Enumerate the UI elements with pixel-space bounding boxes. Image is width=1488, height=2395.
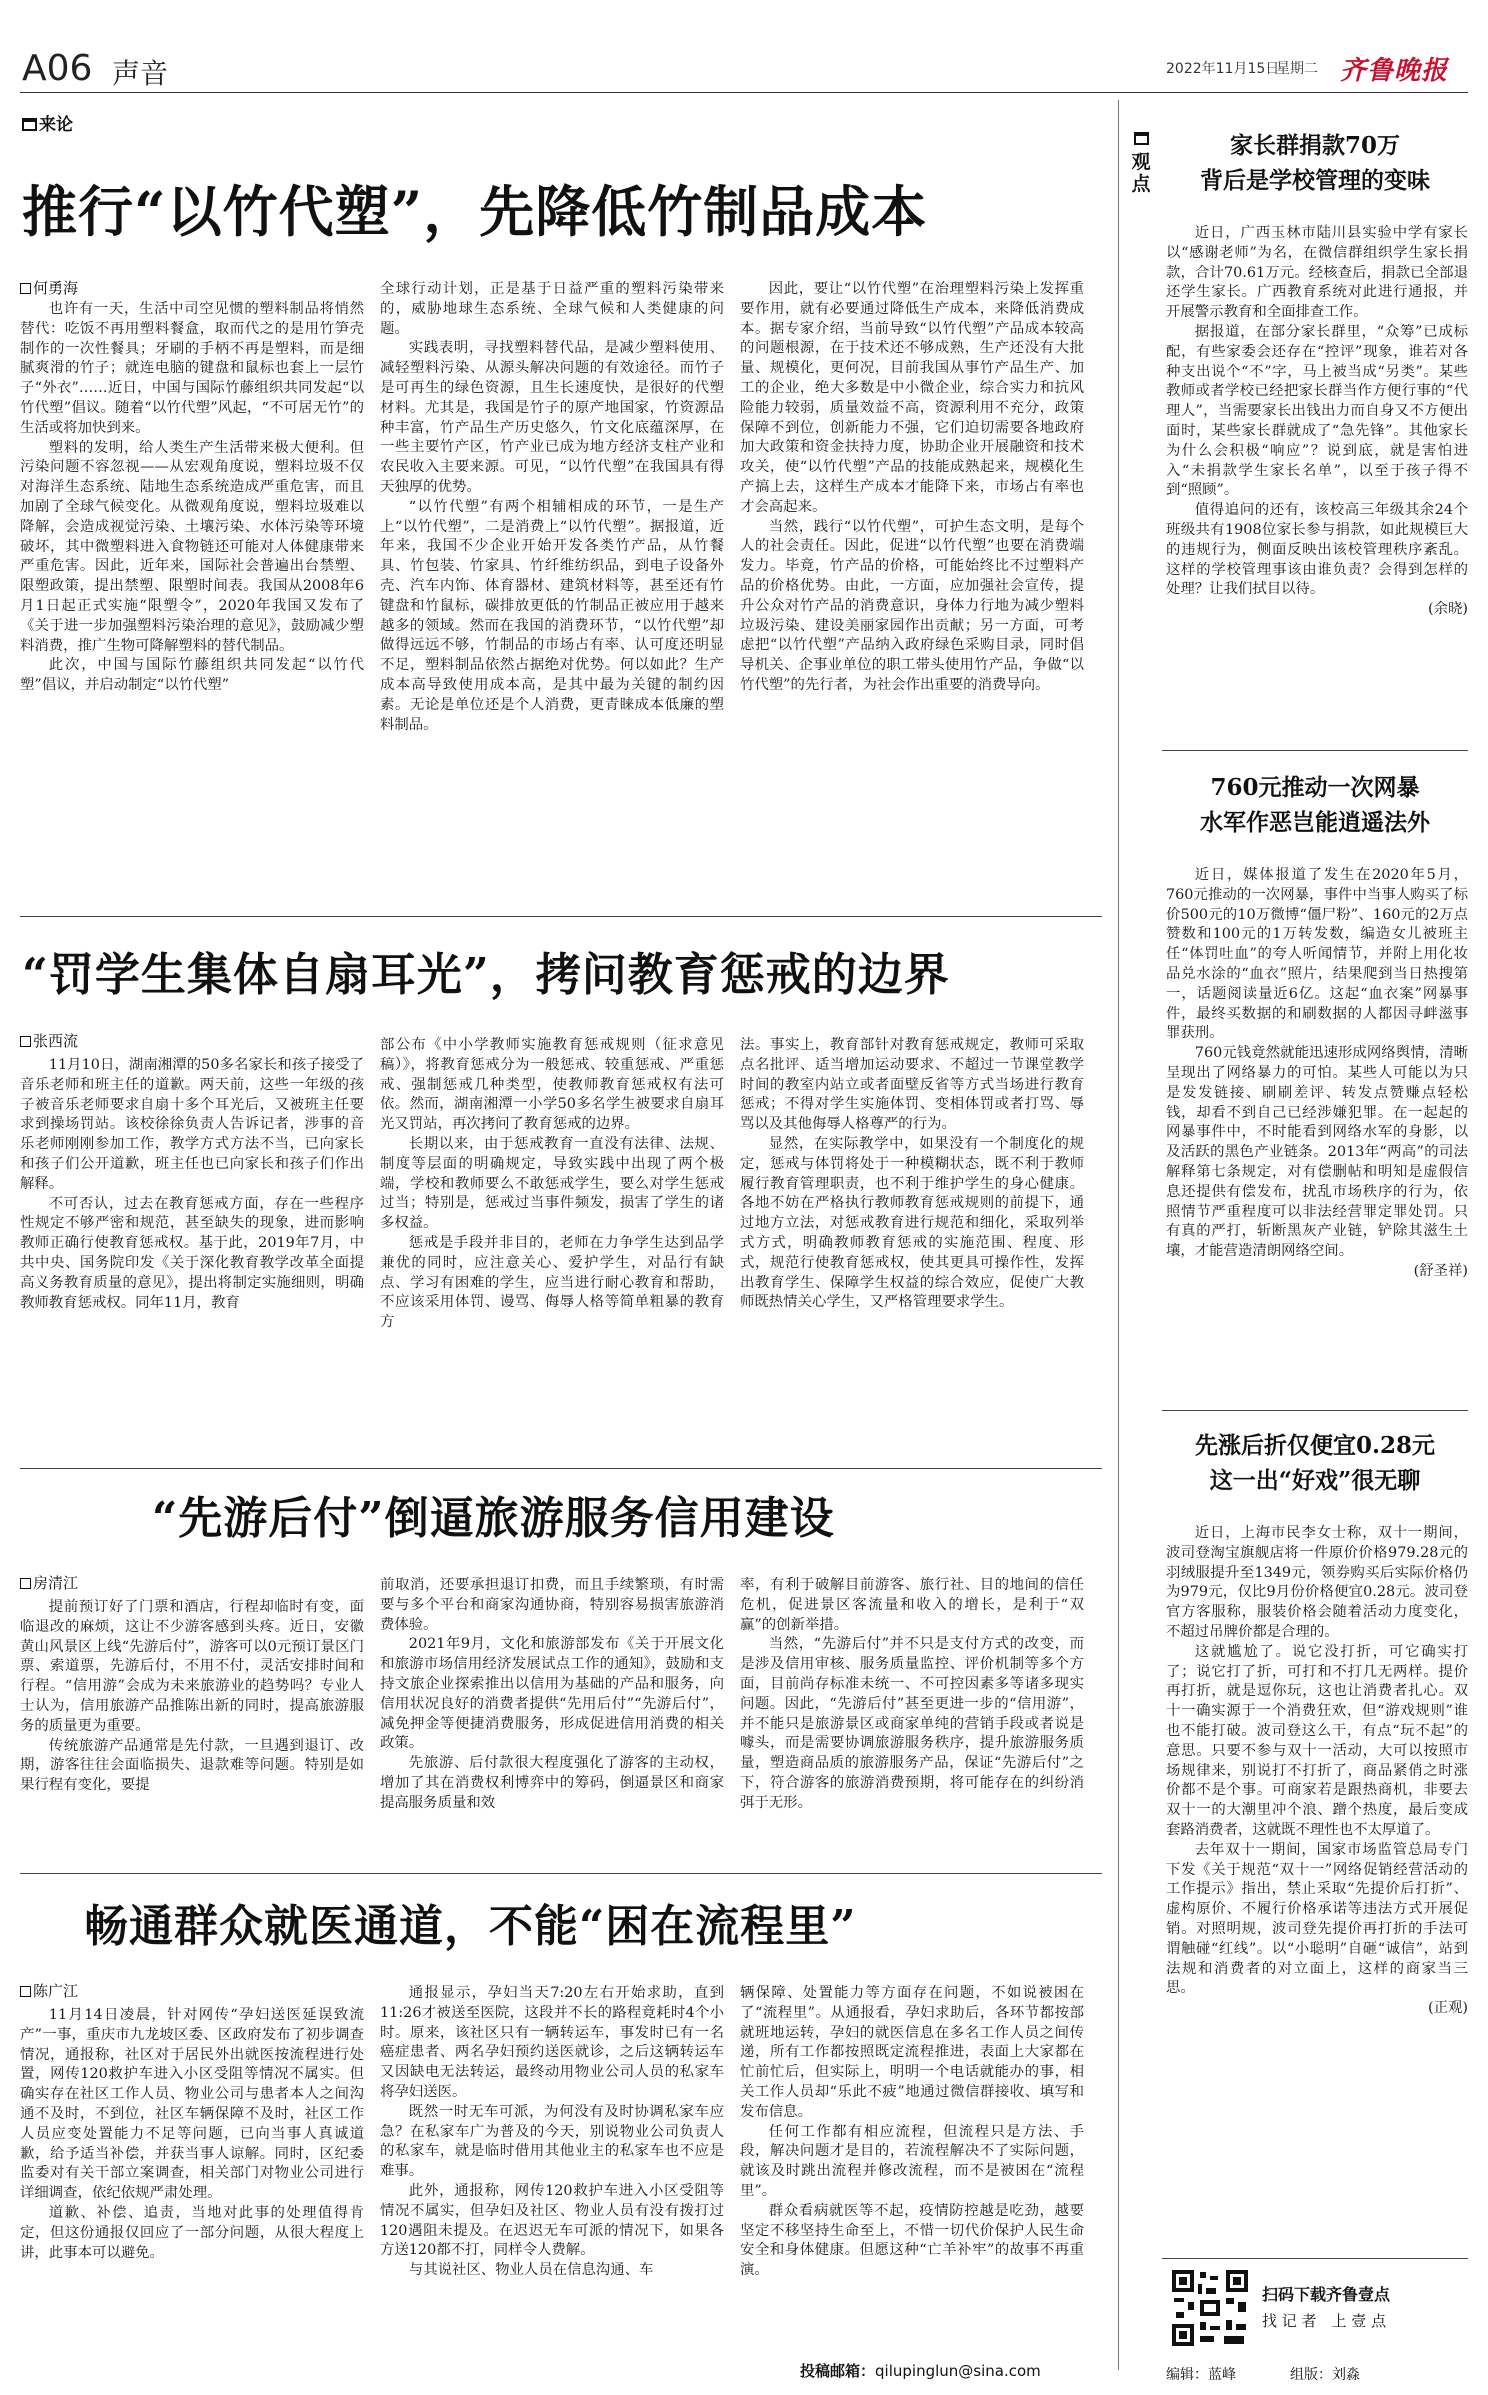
byline-box-icon: [20, 1578, 31, 1589]
paragraph: 前取消，还要承担退订扣费，而且手续繁琐，有时需要与多个平台和商家沟通协商，特别容易损害旅游消费体验。: [380, 1577, 724, 1633]
article-signature: (舒圣祥): [1413, 1262, 1468, 1279]
article-1-col-3: [740, 280, 1084, 912]
issue-date: 2022年11月15日: [1166, 61, 1280, 77]
paragraph: 11月14日凌晨，针对网传“孕妇送医延误致流产”一事，重庆市九龙坡区委、区政府发布了初步调查情况，通报称，社区对于居民外出就医按流程进行处置，网传120救护车进入小区受阻等情况不属实。但确实存在社区工作人员、物业公司与患者本人之间沟通不及时，不到位，社区车辆保障不及时，社区工作人员应变处置能力不足等问题，已向当事人真诚道歉，给予适当补偿，并获当事人谅解。同时，区纪委监委对有关干部立案调查，相关部门对物业公司进行详细调查，依纪依规严肃处理。: [20, 2007, 364, 2202]
paragraph: 近日，上海市民李女士称，双十一期间，波司登淘宝旗舰店将一件原价价格979.28元的羽绒服提升至1349元，领券购买后实际价格仍为979元，仅比9月份价格便宜0.28元。波司登官方客服称，服装价格会随着活动力度变化，不超过吊牌价都是合理的。: [1166, 1525, 1468, 1640]
submission-email: 投稿邮箱：qilupinglun@sina.com: [800, 2362, 1041, 2380]
paragraph: 此外，通报称，网传120救护车进入小区受阻等情况不属实，但孕妇及社区、物业人员有没有拨打过120遇阻未提及。在迟迟无车可派的情况下，如果各方送120都不打，同样令人费解。: [380, 2182, 724, 2259]
article-2-col-1: [20, 1056, 364, 1466]
paragraph: 此次，中国与国际竹藤组织共同发起“以竹代塑”倡议，并启动制定“以竹代塑”: [20, 657, 364, 694]
column-label: 来论: [22, 110, 73, 135]
side-article-1-body: [1166, 224, 1468, 744]
paragraph: 塑料的发明，给人类生产生活带来极大便利。但污染问题不容忽视——从宏观角度说，塑料垃圾不仅对海洋生态系统、陆地生态系统造成严重危害，而且加剧了全球气候变化。从微观角度说，塑料垃圾难以降解，会造成视觉污染、土壤污染、水体污染等环境破坏，其中微塑料进入食物链还可能对人体健康带来严重危害。因此，近年来，国际社会普遍出台禁塑、限塑政策，提出禁塑、限塑时间表。我国从2008年6月1日起正式实施“限塑令”，2020年我国又发布了《关于进一步加强塑料污染治理的意见》，鼓励减少塑料消费，推广生物可降解塑料的替代制品。: [20, 439, 364, 654]
side-article-2-title: 760元推动一次网暴 水军作恶岂能逍遥法外: [1200, 774, 1430, 836]
paragraph: 全球行动计划，正是基于日益严重的塑料污染带来的，威胁地球生态系统、全球气候和人类健康的问题。: [380, 281, 724, 337]
paragraph: 近日，广西玉林市陆川县实验中学有家长以“感谢老师”为名，在微信群组织学生家长捐款，合计70.61万元。经核查后，捐款已全部退还学生家长。广西教育系统对此进行通报，并开展警示教育和全面排查工作。: [1166, 225, 1468, 321]
article-2-col-3: [740, 1036, 1084, 1466]
paragraph: 也许有一天，生活中司空见惯的塑料制品将悄然替代：吃饭不再用塑料餐盒，取而代之的是用竹笋壳制作的一次性餐具；牙刷的手柄不再是塑料，而是细腻爽滑的竹子；就连电脑的键盘和鼠标也套上一层竹子“外衣”……近日，中国与国际竹藤组织共同发起“以竹代塑”倡议。随着“以竹代塑”风起，“不可居无竹”的生活或将加快到来。: [20, 301, 364, 436]
paragraph: 先旅游、后付款很大程度强化了游客的主动权，增加了其在消费权利博弈中的筹码，倒逼景区和商家提高服务质量和效: [380, 1755, 724, 1811]
qr-caption-1: 扫码下载齐鲁壹点: [1262, 2285, 1391, 2304]
column-label-icon: [22, 118, 37, 131]
paragraph: 部公布《中小学教师实施教育惩戒规则（征求意见稿）》，将教育惩戒分为一般惩戒、较重惩戒、严重惩戒、强制惩戒几种类型，使教师教育惩戒权有法可依。然而，湖南湘潭一小学50多名学生被要求自扇耳光又罚站，再次拷问了教育惩戒的边界。: [380, 1037, 724, 1133]
paragraph: 率，有利于破解目前游客、旅行社、目的地间的信任危机，促进景区客流量和收入的增长，是利于“双赢”的创新举措。: [740, 1577, 1084, 1633]
issue-weekday: 星期二: [1276, 61, 1318, 77]
paragraph: “以竹代塑”有两个相辅相成的环节，一是生产上“以竹代塑”，二是消费上“以竹代塑”。据报道，近年来，我国不少企业开始开发各类竹产品，从竹餐具、竹包装、竹家具、竹纤维纺织品，到电子设备外壳、汽车内饰、体育器材、建筑材料等，甚至还有竹键盘和竹鼠标，碳排放更低的竹制品正被应用于越来越多的领域。然而在我国的消费环节，“以竹代塑”却做得远远不够，竹制品的市场占有率、认可度还明显不足，塑料制品依然占据绝对优势。何以如此？生产成本高导致使用成本高，是其中最为关键的制约因素。无论是单位还是个人消费，更青睐成本低廉的塑料制品。: [380, 498, 724, 733]
article-2-bottom-rule: [20, 1468, 1102, 1469]
side-rule-3: [1162, 2258, 1468, 2259]
side-article-2-body: [1166, 866, 1468, 1402]
article-2-title: “罚学生集体自扇耳光”，拷问教育惩戒的边界: [22, 948, 950, 1001]
header-rule: [20, 92, 1468, 93]
article-2-col-2: [380, 1036, 724, 1466]
article-3-col-2: [380, 1576, 724, 1870]
paragraph: 群众看病就医等不起，疫情防控越是吃劲，越要坚定不移坚持生命至上，不惜一切代价保护人民生命安全和身体健康。但愿这种“亡羊补牢”的故事不再重演。: [740, 2202, 1084, 2279]
paragraph: 法。事实上，教育部针对教育惩戒规定，教师可采取点名批评、适当增加运动要求、不超过一节课堂教学时间的教室内站立或者面壁反省等方式当场进行教育惩戒；不得对学生实施体罚、变相体罚或者打骂、辱骂以及其他侮辱人格尊严的行为。: [740, 1037, 1084, 1133]
paragraph: 760元钱竟然就能迅速形成网络舆情，清晰呈现出了网络暴力的可怕。某些人可能以为只是发发链接、刷刷差评、转发点赞赚点轻松钱，却看不到自己已经涉嫌犯罪。在一起起的网暴事件中，不时能看到网络水军的身影，以及活跃的黑色产业链条。2013年“两高”的司法解释第七条规定，对有偿删帖和明知是虚假信息还提供有偿发布，扰乱市场秩序的行为，依照情节严重程度可以非法经营罪定罪处罚。只有真的严打，斩断黑灰产业链，铲除其滋生土壤，才能营造清朗网络空间。: [1166, 1045, 1468, 1260]
paragraph: 近日，媒体报道了发生在2020年5月，760元推动的一次网暴，事件中当事人购买了标价500元的10万微博“僵尸粉”、160元的2万点赞数和100元的1万转发数，编造女儿被班主任“体罚吐血”的夸人听闻情节，并附上用化妆品兑水涂的“血衣”照片，结果爬到当日热搜第一，话题阅读量近6亿。这起“血衣案”网暴事件，最终买数据的和刷数据的人都因寻衅滋事罪获刑。: [1166, 867, 1468, 1042]
paragraph: 当然，“先游后付”并不只是支付方式的改变，而是涉及信用审核、服务质量监控、评价机制等多个方面，目前尚存标准未统一、不可控因素多等诸多现实问题。因此，“先游后付”甚至更进一步的“信用游”，并不能只是旅游景区或商家单纯的营销手段或者说是噱头，而是需要协调旅游服务秩序，提升旅游服务质量，塑造商品质的旅游服务产品，保证“先游后付”之下，符合游客的旅游消费预期，将可能存在的纠纷消弭于无形。: [740, 1636, 1084, 1811]
main-side-divider: [1118, 100, 1119, 2370]
article-1-bottom-rule: [20, 916, 1102, 917]
paragraph: 这就尴尬了。说它没打折，可它确实打了；说它打了折，可打和不打几无两样。提价再打折，就是逗你玩，这也让消费者扎心。双十一确实源于一个消费狂欢，但“游戏规则”谁也不能打破。波司登这么干，有点“玩不起”的意思。只要不参与双十一活动，大可以按照市场规律来，别说打不打折了，商品紧俏之时涨价都不是个事。可商家若是跟热商机，非要去双十一的大潮里冲个浪、蹭个热度，最后变成套路消费者，这就既不理性也不太厚道了。: [1166, 1643, 1468, 1838]
article-4-byline: 陈广江: [20, 1980, 78, 2001]
paragraph: 不可否认，过去在教育惩戒方面，存在一些程序性规定不够严密和规范，甚至缺失的现象，进而影响教师正确行使教育惩戒权。基于此，2019年7月，中共中央、国务院印发《关于深化教育教学改革全面提高义务教育质量的意见》，提出将制定实施细则，明确教师教育惩戒权。同年11月，教育: [20, 1195, 364, 1311]
article-3-bottom-rule: [20, 1873, 1102, 1874]
article-1-col-1: [20, 300, 364, 912]
page-header: [0, 0, 1488, 92]
paragraph: 提前预订好了门票和酒店，行程却临时有变，面临退改的麻烦，这让不少游客感到头疼。近日，安徽黄山风景区上线“先游后付”，游客可以0元预订景区门票、索道票，先游后付，不用不付，灵活安排时间和行程。“信用游”会成为未来旅游业的趋势吗？专业人士认为，信用旅游产品推陈出新的同时，提高旅游服务的质量更为重要。: [20, 1599, 364, 1734]
paragraph: 因此，要让“以竹代塑”在治理塑料污染上发挥重要作用，就有必要通过降低生产成本，来降低消费成本。据专家介绍，当前导致“以竹代塑”产品成本较高的问题根源，在于技术还不够成熟，生产还没有大批量、规模化，更何况，目前我国从事竹产品生产、加工的企业，绝大多数是中小微企业，综合实力和抗风险能力较弱，质量效益不高，资源利用不充分，政策保障不到位，创新能力不强，它们迫切需要各地政府加大政策和资金扶持力度，协助企业开展融资和技术攻关，使“以竹代塑”产品的技能成熟起来，规模化生产搞上去，这样生产成本才能降下来，市场占有率也才会高起来。: [740, 281, 1084, 515]
paragraph: 传统旅游产品通常是先付款，一旦遇到退订、改期，游客往往会面临损失、退款难等问题。特别是如果行程有变化，要提: [20, 1737, 364, 1794]
article-2-byline: 张西流: [20, 1030, 78, 1051]
article-4-title: 畅通群众就医通道，不能“困在流程里”: [84, 1901, 857, 1952]
side-label-icon: [1134, 132, 1149, 145]
side-rule-1: [1162, 750, 1468, 751]
paragraph: 11月10日，湖南湘潭的50多名家长和孩子接受了音乐老师和班主任的道歉。两天前，这些一年级的孩子被音乐老师要求自扇十多个耳光后，又被班主任要求到操场罚站。该校徐徐负责人告诉记者，涉事的音乐老师刚刚参加工作，教学方式方法不当，已向家长和孩子们公开道歉，班主任也已向家长和孩子们作出解释。: [20, 1057, 364, 1192]
paragraph: 去年双十一期间，国家市场监管总局专门下发《关于规范“双十一”网络促销经营活动的工作提示》指出，禁止采取“先提价后打折”、虚构原价、不履行价格承诺等违法方式开展促销。对照明规，波司登先提价再打折的手法可谓触碰“红线”。以“小聪明”自砸“诚信”，站到法规和消费者的对立面上，这样的商家当三思。: [1166, 1841, 1468, 1997]
page-code: A06: [22, 48, 93, 89]
paragraph: 通报显示，孕妇当天7:20左右开始求助，直到11:26才被送至医院，这段并不长的路程竟耗时4个小时。原来，该社区只有一辆转运车，事发时已有一名癌症患者、两名孕妇预约送医就诊，之后这辆转运车又因缺电无法转运，最终动用物业公司人员的私家车将孕妇送医。: [380, 1985, 724, 2100]
side-article-1-title: 家长群捐款70万 背后是学校管理的变味: [1200, 132, 1430, 194]
article-1-byline: 何勇海: [20, 277, 78, 298]
byline-box-icon: [20, 1036, 31, 1047]
paragraph: 任何工作都有相应流程，但流程只是方法、手段，解决问题才是目的，若流程解决不了实际问题，就该及时跳出流程并修改流程，而不是被困在“流程里”。: [740, 2123, 1084, 2199]
article-3-col-3: [740, 1576, 1084, 1870]
article-signature: (正观): [1427, 2000, 1468, 2017]
article-1-title: 推行“以竹代塑”，先降低竹制品成本: [22, 179, 928, 244]
paragraph: 显然，在实际教学中，如果没有一个制度化的规定，惩戒与体罚将处于一种模糊状态，既不利于教师履行教育管理职责，也不利于维护学生的身心健康。各地不妨在严格执行教师教育惩戒规则的前提下，通过地方立法，对惩戒教育进行规范和细化，采取列举式方式，明确教师教育惩戒的实施范围、程度、形式，规范行使教育惩戒权，使其更具可操作性，发挥出教育学生、保障学生权益的综合效应，促使广大教师既热情关心学生，又严格管理要求学生。: [740, 1135, 1084, 1311]
layout-credit: 组版：刘淼: [1290, 2367, 1360, 2383]
qr-code[interactable]: [1170, 2268, 1250, 2348]
article-signature: (余晓): [1427, 601, 1468, 618]
paragraph: 据报道，在部分家长群里，“众筹”已成标配，有些家委会还存在“控评”现象，谁若对各种支出说个“不”字，马上被当成“另类”。某些教师或者学校已经把家长群当作方便行事的“代理人”，当需要家长出钱出力而自身又不方便出面时，某些家长群就成了“急先锋”。其他家长为什么会积极“响应”？说到底，就是害怕进入“未捐款学生家长名单”，以至于孩子得不到“照顾”。: [1166, 323, 1468, 499]
article-4-col-1: [20, 2006, 364, 2388]
paragraph: 惩戒是手段并非目的，老师在力争学生达到品学兼优的同时，应注意关心、爱护学生，对品行有缺点、学习有困难的学生，应当进行耐心教育和帮助，不应该采用体罚、谩骂、侮辱人格等简单粗暴的教育方: [380, 1234, 724, 1331]
paragraph: 当然，践行“以竹代塑”，可护生态文明，是每个人的社会责任。因此，促进“以竹代塑”也要在消费端发力。毕竟，竹产品的价格，可能始终比不过塑料产品的价格优势。由此，一方面，应加强社会宣传，提升公众对竹产品的消费意识，身体力行地为减少塑料垃圾污染、建设美丽家园作出贡献；另一方面，可考虑把“以竹代塑”产品纳入政府绿色采购目录，同时倡导机关、企事业单位的职工带头使用竹产品，争做“以竹代塑”的先行者，为社会作出重要的消费导向。: [740, 518, 1084, 693]
article-3-title: “先游后付”倒逼旅游服务信用建设: [152, 1493, 835, 1544]
paragraph: 道歉、补偿、追责，当地对此事的处理值得肯定，但这份通报仅回应了一部分问题，从很大程度上讲，此事本可以避免。: [20, 2204, 364, 2261]
paragraph: 与其说社区、物业人员在信息沟通、车: [408, 2262, 654, 2279]
paragraph: 辆保障、处置能力等方面存在问题，不如说被困在了“流程里”。从通报看，孕妇求助后，各环节都按部就班地运转，孕妇的就医信息在多名工作人员之间传递，所有工作都按照既定流程推进，表面上大家都在忙前忙后，但实际上，明明一个电话就能办的事，相关工作人员却“乐此不疲”地通过微信群接收、填写和发布信息。: [740, 1985, 1084, 2120]
editor-credit: 编辑：蓝峰: [1166, 2367, 1236, 2383]
side-label: 观点: [1128, 132, 1154, 195]
paragraph: 既然一时无车可派，为何没有及时协调私家车应急？在私家车广为普及的今天，别说物业公司负责人的私家车，就是临时借用其他业主的私家车也不应是难事。: [380, 2103, 724, 2180]
byline-box-icon: [20, 1986, 31, 1997]
section-name: 声音: [112, 57, 169, 90]
article-4-col-2: [380, 1984, 724, 2388]
side-rule-2: [1162, 1410, 1468, 1411]
side-article-3-body: [1166, 1524, 1468, 2248]
paragraph: 长期以来，由于惩戒教育一直没有法律、法规、制度等层面的明确规定，导致实践中出现了两个极端，学校和教师要么不敢惩戒学生，要么对学生惩戒过当；特别是，惩戒过当事件频发，损害了学生的诸多权益。: [380, 1135, 724, 1232]
qr-code-icon: [1170, 2268, 1250, 2348]
paragraph: 实践表明，寻找塑料替代品，是减少塑料使用、减轻塑料污染、从源头解决问题的有效途径。而竹子是可再生的绿色资源，且生长速度快，是很好的代塑材料。尤其是，我国是竹子的原产地国家，竹资源品种丰富，竹产品生产历史悠久，竹文化底蕴深厚，在一些主要竹产区，竹产业已成为地方经济支柱产业和农民收入主要来源。可见，“以竹代塑”在我国具有得天独厚的优势。: [380, 340, 724, 495]
article-1-col-2: [380, 280, 724, 912]
article-4-col-3: [740, 1984, 1084, 2356]
side-article-3-title: 先涨后折仅便宜0.28元 这一出“好戏”很无聊: [1194, 1432, 1436, 1494]
article-3-col-1: [20, 1598, 364, 1870]
byline-box-icon: [20, 283, 31, 294]
paragraph: 2021年9月，文化和旅游部发布《关于开展文化和旅游市场信用经济发展试点工作的通知》，鼓励和支持文旅企业探索推出以信用为基础的产品和服务，向信用状况良好的消费者提供“先用后付”“先游后付”，减免押金等便捷消费服务，形成促进信用消费的相关政策。: [380, 1636, 724, 1752]
email-link[interactable]: qilupinglun@sina.com: [875, 2362, 1041, 2380]
qr-caption-2: 找 记 者 上 壹 点: [1262, 2312, 1387, 2330]
article-3-byline: 房清江: [20, 1572, 78, 1593]
paragraph: 值得追问的还有，该校高三年级其余24个班级共有1908位家长参与捐款，如此规模巨大的违规行为，侧面反映出该校管理秩序紊乱。这样的学校管理事该由谁负责？会得到怎样的处理？让我们拭目以待。: [1166, 502, 1468, 598]
newspaper-logo: 齐鲁晚报: [1340, 56, 1449, 86]
